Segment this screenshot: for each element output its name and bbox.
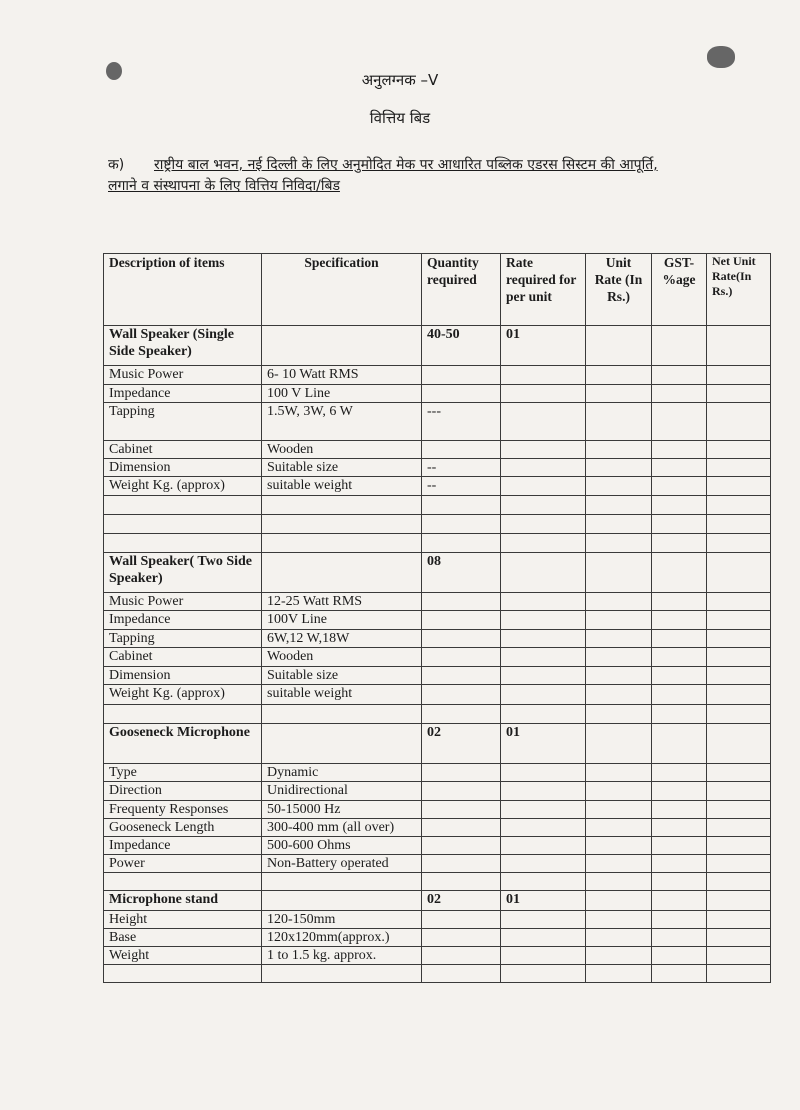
intro-line-2: लगाने व संस्थापना के लिए वित्तिय निविदा/बिड — [108, 178, 340, 194]
table-row — [104, 855, 771, 873]
gst-cell — [652, 965, 707, 983]
quantity-cell — [422, 911, 501, 929]
unit-rate-cell — [586, 403, 652, 441]
rate-cell — [501, 685, 586, 705]
rate-cell — [501, 441, 586, 459]
rate-cell — [501, 534, 586, 553]
gst-cell — [652, 630, 707, 648]
gst-cell — [652, 837, 707, 855]
table-row — [104, 403, 771, 441]
quantity-cell — [422, 593, 501, 611]
description-cell — [104, 873, 262, 891]
description-cell: Cabinet — [104, 441, 262, 459]
table-row — [104, 496, 771, 515]
unit-rate-cell — [586, 724, 652, 764]
gst-cell — [652, 764, 707, 782]
rate-cell — [501, 801, 586, 819]
table-row — [104, 764, 771, 782]
unit-rate-cell — [586, 782, 652, 801]
description-cell: Frequenty Responses — [104, 801, 262, 819]
col-unit-rate: Unit Rate (In Rs.) — [586, 254, 652, 326]
net-rate-cell — [707, 593, 771, 611]
specification-cell — [262, 534, 422, 553]
rate-cell — [501, 459, 586, 477]
net-rate-cell — [707, 782, 771, 801]
table-row — [104, 873, 771, 891]
rate-cell: 01 — [501, 326, 586, 366]
net-rate-cell — [707, 929, 771, 947]
rate-cell — [501, 667, 586, 685]
net-rate-cell — [707, 611, 771, 630]
net-rate-cell — [707, 685, 771, 705]
net-rate-cell — [707, 553, 771, 593]
specification-cell: 300-400 mm (all over) — [262, 819, 422, 837]
gst-cell — [652, 553, 707, 593]
quantity-cell — [422, 819, 501, 837]
quantity-cell — [422, 515, 501, 534]
gst-cell — [652, 648, 707, 667]
gst-cell — [652, 667, 707, 685]
table-row — [104, 667, 771, 685]
gst-cell — [652, 403, 707, 441]
unit-rate-cell — [586, 685, 652, 705]
description-cell: Music Power — [104, 593, 262, 611]
specification-cell — [262, 724, 422, 764]
net-rate-cell — [707, 764, 771, 782]
quantity-cell: 02 — [422, 724, 501, 764]
quantity-cell — [422, 667, 501, 685]
table-row — [104, 965, 771, 983]
unit-rate-cell — [586, 366, 652, 385]
net-rate-cell — [707, 459, 771, 477]
bid-title: वित्तिय बिड — [369, 109, 431, 127]
net-rate-cell — [707, 385, 771, 403]
specification-cell: 500-600 Ohms — [262, 837, 422, 855]
intro-line-1: राष्ट्रीय बाल भवन, नई दिल्ली के लिए अनुमोदित मेक पर आधारित पब्लिक एडरस सिस्टम की आपूर्ति, — [154, 157, 658, 173]
unit-rate-cell — [586, 837, 652, 855]
rate-cell — [501, 705, 586, 724]
rate-cell — [501, 611, 586, 630]
unit-rate-cell — [586, 441, 652, 459]
rate-cell — [501, 855, 586, 873]
rate-cell — [501, 403, 586, 441]
specification-cell: Non-Battery operated — [262, 855, 422, 873]
gst-cell — [652, 385, 707, 403]
specification-cell — [262, 496, 422, 515]
unit-rate-cell — [586, 477, 652, 496]
net-rate-cell — [707, 724, 771, 764]
unit-rate-cell — [586, 764, 652, 782]
quantity-cell — [422, 855, 501, 873]
quantity-cell — [422, 764, 501, 782]
table-row — [104, 441, 771, 459]
unit-rate-cell — [586, 929, 652, 947]
rate-cell — [501, 385, 586, 403]
description-cell: Weight — [104, 947, 262, 965]
net-rate-cell — [707, 366, 771, 385]
unit-rate-cell — [586, 891, 652, 911]
col-gst: GST-%age — [652, 254, 707, 326]
rate-cell — [501, 496, 586, 515]
quantity-cell — [422, 496, 501, 515]
unit-rate-cell — [586, 630, 652, 648]
gst-cell — [652, 515, 707, 534]
gst-cell — [652, 496, 707, 515]
unit-rate-cell — [586, 965, 652, 983]
rate-cell — [501, 553, 586, 593]
net-rate-cell — [707, 801, 771, 819]
net-rate-cell — [707, 496, 771, 515]
unit-rate-cell — [586, 593, 652, 611]
table-row — [104, 801, 771, 819]
unit-rate-cell — [586, 667, 652, 685]
description-cell: Gooseneck Microphone — [104, 724, 262, 764]
rate-cell — [501, 593, 586, 611]
unit-rate-cell — [586, 705, 652, 724]
specification-cell: 6W,12 W,18W — [262, 630, 422, 648]
specification-cell — [262, 965, 422, 983]
table-row — [104, 819, 771, 837]
col-quantity: Quantity required — [422, 254, 501, 326]
specification-cell: 120x120mm(approx.) — [262, 929, 422, 947]
table-row — [104, 837, 771, 855]
specification-cell: Wooden — [262, 441, 422, 459]
net-rate-cell — [707, 441, 771, 459]
gst-cell — [652, 911, 707, 929]
unit-rate-cell — [586, 648, 652, 667]
rate-cell — [501, 837, 586, 855]
quantity-cell — [422, 965, 501, 983]
specification-cell: 1 to 1.5 kg. approx. — [262, 947, 422, 965]
quantity-cell — [422, 801, 501, 819]
rate-cell — [501, 819, 586, 837]
col-net-unit-rate: Net Unit Rate(In Rs.) — [707, 254, 771, 326]
financial-bid-table — [103, 253, 771, 983]
gst-cell — [652, 477, 707, 496]
description-cell: Type — [104, 764, 262, 782]
rate-cell — [501, 929, 586, 947]
unit-rate-cell — [586, 496, 652, 515]
gst-cell — [652, 685, 707, 705]
specification-cell: suitable weight — [262, 685, 422, 705]
net-rate-cell — [707, 855, 771, 873]
item-group-row — [104, 724, 771, 764]
description-cell: Base — [104, 929, 262, 947]
table-row — [104, 705, 771, 724]
net-rate-cell — [707, 403, 771, 441]
quantity-cell — [422, 534, 501, 553]
quantity-cell: -- — [422, 477, 501, 496]
specification-cell — [262, 326, 422, 366]
quantity-cell — [422, 366, 501, 385]
description-cell: Gooseneck Length — [104, 819, 262, 837]
specification-cell — [262, 705, 422, 724]
description-cell: Impedance — [104, 385, 262, 403]
specification-cell — [262, 891, 422, 911]
quantity-cell — [422, 685, 501, 705]
description-cell: Wall Speaker( Two Side Speaker) — [104, 553, 262, 593]
col-description: Description of items — [104, 254, 262, 326]
unit-rate-cell — [586, 553, 652, 593]
specification-cell: 120-150mm — [262, 911, 422, 929]
rate-cell — [501, 515, 586, 534]
unit-rate-cell — [586, 855, 652, 873]
unit-rate-cell — [586, 459, 652, 477]
gst-cell — [652, 801, 707, 819]
description-cell: Height — [104, 911, 262, 929]
net-rate-cell — [707, 326, 771, 366]
specification-cell: Suitable size — [262, 459, 422, 477]
rate-cell — [501, 965, 586, 983]
annexure-heading: अनुलग्नक –V — [361, 71, 439, 89]
specification-cell: 50-15000 Hz — [262, 801, 422, 819]
description-cell — [104, 705, 262, 724]
gst-cell — [652, 593, 707, 611]
quantity-cell — [422, 630, 501, 648]
specification-cell: suitable weight — [262, 477, 422, 496]
description-cell: Tapping — [104, 630, 262, 648]
col-rate-required: Rate required for per unit — [501, 254, 586, 326]
net-rate-cell — [707, 705, 771, 724]
net-rate-cell — [707, 947, 771, 965]
specification-cell: 1.5W, 3W, 6 W — [262, 403, 422, 441]
gst-cell — [652, 929, 707, 947]
net-rate-cell — [707, 911, 771, 929]
table-row — [104, 911, 771, 929]
gst-cell — [652, 891, 707, 911]
description-cell — [104, 515, 262, 534]
net-rate-cell — [707, 891, 771, 911]
specification-cell: Suitable size — [262, 667, 422, 685]
rate-cell — [501, 873, 586, 891]
net-rate-cell — [707, 648, 771, 667]
net-rate-cell — [707, 819, 771, 837]
description-cell: Music Power — [104, 366, 262, 385]
specification-cell — [262, 515, 422, 534]
gst-cell — [652, 441, 707, 459]
specification-cell — [262, 873, 422, 891]
unit-rate-cell — [586, 801, 652, 819]
specification-cell: Wooden — [262, 648, 422, 667]
rate-cell: 01 — [501, 724, 586, 764]
rate-cell — [501, 911, 586, 929]
description-cell: Power — [104, 855, 262, 873]
description-cell: Impedance — [104, 611, 262, 630]
quantity-cell — [422, 705, 501, 724]
intro-marker: क) — [108, 157, 125, 173]
rate-cell: 01 — [501, 891, 586, 911]
quantity-cell: 08 — [422, 553, 501, 593]
net-rate-cell — [707, 515, 771, 534]
table-row — [104, 366, 771, 385]
table-row — [104, 929, 771, 947]
table-row — [104, 685, 771, 705]
unit-rate-cell — [586, 947, 652, 965]
specification-cell: Dynamic — [262, 764, 422, 782]
intro-paragraph — [108, 155, 768, 197]
rate-cell — [501, 648, 586, 667]
quantity-cell — [422, 441, 501, 459]
rate-cell — [501, 477, 586, 496]
net-rate-cell — [707, 837, 771, 855]
description-cell: Microphone stand — [104, 891, 262, 911]
net-rate-cell — [707, 630, 771, 648]
gst-cell — [652, 534, 707, 553]
item-group-row — [104, 326, 771, 366]
col-specification: Specification — [262, 254, 422, 326]
unit-rate-cell — [586, 385, 652, 403]
net-rate-cell — [707, 873, 771, 891]
quantity-cell — [422, 385, 501, 403]
net-rate-cell — [707, 667, 771, 685]
table-row — [104, 477, 771, 496]
description-cell: Impedance — [104, 837, 262, 855]
quantity-cell: --- — [422, 403, 501, 441]
rate-cell — [501, 630, 586, 648]
specification-cell: 100V Line — [262, 611, 422, 630]
description-cell — [104, 496, 262, 515]
rate-cell — [501, 782, 586, 801]
table-row — [104, 515, 771, 534]
table-header-row — [104, 254, 771, 326]
gst-cell — [652, 873, 707, 891]
table-row — [104, 782, 771, 801]
description-cell: Direction — [104, 782, 262, 801]
table-row — [104, 459, 771, 477]
table-row — [104, 611, 771, 630]
table-row — [104, 593, 771, 611]
quantity-cell — [422, 782, 501, 801]
unit-rate-cell — [586, 611, 652, 630]
punch-hole-mark — [707, 46, 735, 68]
specification-cell: 100 V Line — [262, 385, 422, 403]
rate-cell — [501, 947, 586, 965]
description-cell: Weight Kg. (approx) — [104, 477, 262, 496]
quantity-cell — [422, 947, 501, 965]
table-row — [104, 648, 771, 667]
gst-cell — [652, 947, 707, 965]
gst-cell — [652, 326, 707, 366]
description-cell — [104, 534, 262, 553]
quantity-cell — [422, 611, 501, 630]
unit-rate-cell — [586, 819, 652, 837]
net-rate-cell — [707, 534, 771, 553]
rate-cell — [501, 764, 586, 782]
specification-cell — [262, 553, 422, 593]
quantity-cell — [422, 648, 501, 667]
quantity-cell — [422, 929, 501, 947]
unit-rate-cell — [586, 873, 652, 891]
description-cell: Dimension — [104, 459, 262, 477]
specification-cell: 12-25 Watt RMS — [262, 593, 422, 611]
table-row — [104, 947, 771, 965]
description-cell: Dimension — [104, 667, 262, 685]
description-cell: Cabinet — [104, 648, 262, 667]
gst-cell — [652, 705, 707, 724]
table-row — [104, 630, 771, 648]
net-rate-cell — [707, 477, 771, 496]
description-cell — [104, 965, 262, 983]
unit-rate-cell — [586, 911, 652, 929]
gst-cell — [652, 782, 707, 801]
description-cell: Weight Kg. (approx) — [104, 685, 262, 705]
description-cell: Tapping — [104, 403, 262, 441]
gst-cell — [652, 724, 707, 764]
item-group-row — [104, 891, 771, 911]
gst-cell — [652, 459, 707, 477]
quantity-cell: 02 — [422, 891, 501, 911]
net-rate-cell — [707, 965, 771, 983]
unit-rate-cell — [586, 515, 652, 534]
specification-cell: 6- 10 Watt RMS — [262, 366, 422, 385]
table-row — [104, 385, 771, 403]
gst-cell — [652, 611, 707, 630]
unit-rate-cell — [586, 534, 652, 553]
unit-rate-cell — [586, 326, 652, 366]
rate-cell — [501, 366, 586, 385]
specification-cell: Unidirectional — [262, 782, 422, 801]
item-group-row — [104, 553, 771, 593]
description-cell: Wall Speaker (Single Side Speaker) — [104, 326, 262, 366]
gst-cell — [652, 366, 707, 385]
gst-cell — [652, 819, 707, 837]
quantity-cell: 40-50 — [422, 326, 501, 366]
gst-cell — [652, 855, 707, 873]
quantity-cell — [422, 837, 501, 855]
table-row — [104, 534, 771, 553]
quantity-cell — [422, 873, 501, 891]
table-body — [104, 326, 771, 983]
quantity-cell: -- — [422, 459, 501, 477]
